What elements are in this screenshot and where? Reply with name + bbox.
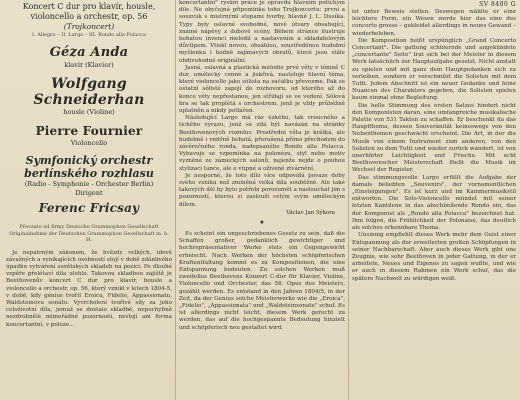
pianist-name: Géza Anda	[49, 45, 129, 60]
right-paragraph-5: Unsinnig empfiehlt dieses Werk mehr dem Geist einer Entspannung als der erweiterten großen Schöpfungen in seiner Nachbarschaft. Aber auch dieses Werk gibt uns Zeugnis, wie sehr Beethoven in jeder Gattung, in der er arbeitete, Neues und Eigenes zu sagen wußte, und wie er auch in diesem Rahmen ein Werk schuf, das die spätere Nachwelt zu würdigen weiß.	[352, 232, 516, 282]
orchestra-note: (Radio - Symphonie - Orchester Berlin)	[24, 180, 154, 188]
author-signature: Václav Jan Sýkora	[286, 209, 335, 216]
work-title: Koncert C dur pro klavír, housle,	[22, 2, 156, 11]
middle-paragraph-1: koncertantní" rysům práce je opravdu hlavním potichým díle. Ne obyčejná připomínka toho Trojkoncertu: první a souzvuk s mistrnými stopami tvorby, hlavně J. L. Dusíka. Typy byly oslavné svobodné, nové útvary obsahující, známé nápěvy z dobové scény. Během stránce ilustruje bohatou invenci melodií a nastavením a skladatelovým důvtipem. Vtiskl novou, obsáhlou, soustředěnou hudební myšlenku i hodně zajímavých obratů, které jsou stále obdivuhodně originální.	[179, 0, 345, 64]
dirigent-label: Dirigent	[75, 189, 103, 197]
credit-note: Převzato od firmy Deutsche Grammophon Gesellschaft Originalnahme der Deutschen Grammophon Gesellschaft m. b. H.	[9, 224, 169, 243]
conductor-name: Ferenc Fricsay	[38, 201, 140, 215]
middle-paragraph-4: Je nesporné, že toto dílo více odpovídá povaze doby svého vzniku než zmíněná velká díla souběžně. Ale také takových děl by bylo potřebí porozumět a naslouchat jim s pozorností, kterou si zaslouží celým svým uměleckým dílem.	[179, 172, 345, 208]
intro-paragraph: Je nepatrným zákonem, že hvězdy velkých, idově závažných a vynikajících osobností stojí v době zdánlivého úpadku vytváření sovětských skladeb na pozici. Po dlouhé vzpěře přelétaví díla ulehlo. Takovou skladbou zajiště je Beethovenův koncert C dur pro klavír, housle a violoncello a orchestr, op. 56, který vznikl v letech 1804-5, v době, kdy génius tvořil Eroicu, Fidelio, Appassionatu, Waldsteinovu sonátu. Vyvrcholení tvořivé síly za jeho celoživotní díla, jemuž se dostalo skladbě, nepochybně nezdrobnělé mimořádné pozornosti, nestojí ani forma koncertantní, v poloze...	[6, 249, 172, 328]
middle-paragraph-2: Jasná, oslavná a plastická melodie prvé věty v tónině C dur, umělecky cenné a jiskřivá, nastoluje hlavní téma, které violoncello jako sólista na začátku převezme. Pak se ostatní sólisté zapojí do rozhovoru, od kterého až do konce věty nepřestanou, jen střídají se ve vedení. Sólová hra se tak proplétá s orchestrem, jenž je vždy průběžně uplatněn a nikdy potlačen.	[179, 64, 345, 115]
orchestra-name-line2: berlínského rozhlasu	[24, 167, 154, 180]
section-star-divider: ★	[259, 218, 265, 226]
left-column	[6, 0, 172, 400]
cellist-name: Pierre Fournier	[35, 124, 143, 138]
work-subtitle: (Trojkoncert)	[63, 22, 115, 31]
pianist-role: klavír (Klavier)	[64, 61, 114, 69]
right-paragraph-2: Die Komposition heißt urspünglich „Grand Concerto Concertant". Die gattung schülernde und angekündete „concertante" Seite" trat sich bei der Meister in diesem Werk tatsächlich zur Hauptaufgabe gesetzt. Nicht anstatt zu spielen und mit ganz dem Hauptgedanken sich zu verleihen, sondern er verschmilzt die Solisten mit dem Tutti. Jedem Abschnitt ist ein neuer Gedanke und feine Nuancen des Charakters gegeben, die Solisten spielen kaum einmal ohne Begleitung.	[352, 37, 516, 102]
catalog-number: SV 8400 G	[479, 1, 516, 8]
column-divider-right	[348, 0, 349, 400]
violinist-name: Wolfgang Schneiderhan	[33, 76, 145, 108]
middle-column	[179, 0, 345, 400]
orchestra-name-line1: Symfonický orchestr	[25, 154, 153, 167]
column-divider-left	[175, 0, 176, 400]
right-paragraph-3: Die helle Stimmung des ersten Satzes hindert nicht den Komponisten daran, eine umfangreiche musikalische Palette von 531 Takten zu schaffen. Er beschenkt da das Hauptthema, dessen Souveränität keineswegs von den Nebenthemen geschwächt erscheint. Die Art, in der die Musik von einem Instrument zum anderen, von den Solisten zu dem Tutti und wieder zurück wandert, ist von unerhörter Leichtigkeit und Frische. Mit echt Beethovenscher Meisterschaft fließt die Musik im Wechsel der Register.	[352, 102, 516, 174]
cellist-role: Violoncello	[70, 139, 108, 147]
right-column	[352, 0, 516, 400]
middle-paragraph-5: Es scheint ein ungeschriebenes Gesetz zu sein, daß die Schaffen großer, gedanklich gewichtiger und hochrepräsentativer Werke stets ein Gegengewicht erheischt. Nach Werken der höchsten schöpferischen Kraftentfaltung kommt es zu Kompositionen, die eine Entspannung bedeuten. Zu solchen Werken muß zweifellos Beethovens Konzert C-dur für Klavier, Violine, Violoncello und Orchester, das 56. Opus des Meisters, gezählt werden. Es entstand in den Jahren 1804/5, in der Zeit, da der Genius solche Meisterwerke wie die „Eroica", „Fidelio", „Appassionata" und „Waldsteinsonate" schuf. Es ist allerdings nicht leicht, diesem Werk gerecht zu werden, das auf die hochgespannte Bedeutung hinzielt und schöpferisch neu gestaltet wird.	[179, 230, 345, 331]
right-paragraph-1: ist unter Beweis stellen. Deswegen wählte er eine leichtere Form, ein Wesen werde hier das eine des concerto grosso – gekleidet allerdings in neues Gewand – wiederbeleben.	[352, 9, 516, 37]
movements: I. Allegro – II. Largo – III. Rondo alla Polacca	[32, 32, 146, 38]
right-paragraph-4: Das stimmungsvolle Largo erfüllt die Aufgabe der damals beliebten „Souvenirs", der vornamentlichen „Einsteigungen". Es ist kurz und im Kammermusikstil entworfen. Die Solo-Violoncello mündet mit seiner letzten Kantilene in das abschließende Rondo ein, das der Komponist als „Rondo alla Polacca" bezeichnet hat. Ihm folgen, die Fröhlichkeit der Polonaise, das deutlich als solches erkennbare Thema.	[352, 174, 516, 232]
violinist-role: housle (Violine)	[63, 108, 115, 116]
middle-paragraph-3: Následující Largo má ráz úzkého, tak vroucného a tichého výrazu, jenž se zdá být navázán na stránky Beethovenových rozmluv. Prostřední věta je krátká, ale hudebně i vnitřně bohatá, přerušená přímo přechodem do závěrečného ronda, nadepsaného Rondo alla Polacca. Vybavuje se vzpomínka na polonézu, styl nebo motiv vyzněné ze zámeckých salonů, nejenže nejde o pouhou stylizaci tance, ale o vtipné a oživené ztvárnění.	[179, 115, 345, 172]
work-title-line2: violoncello a orchestr, op. 56	[30, 12, 148, 21]
